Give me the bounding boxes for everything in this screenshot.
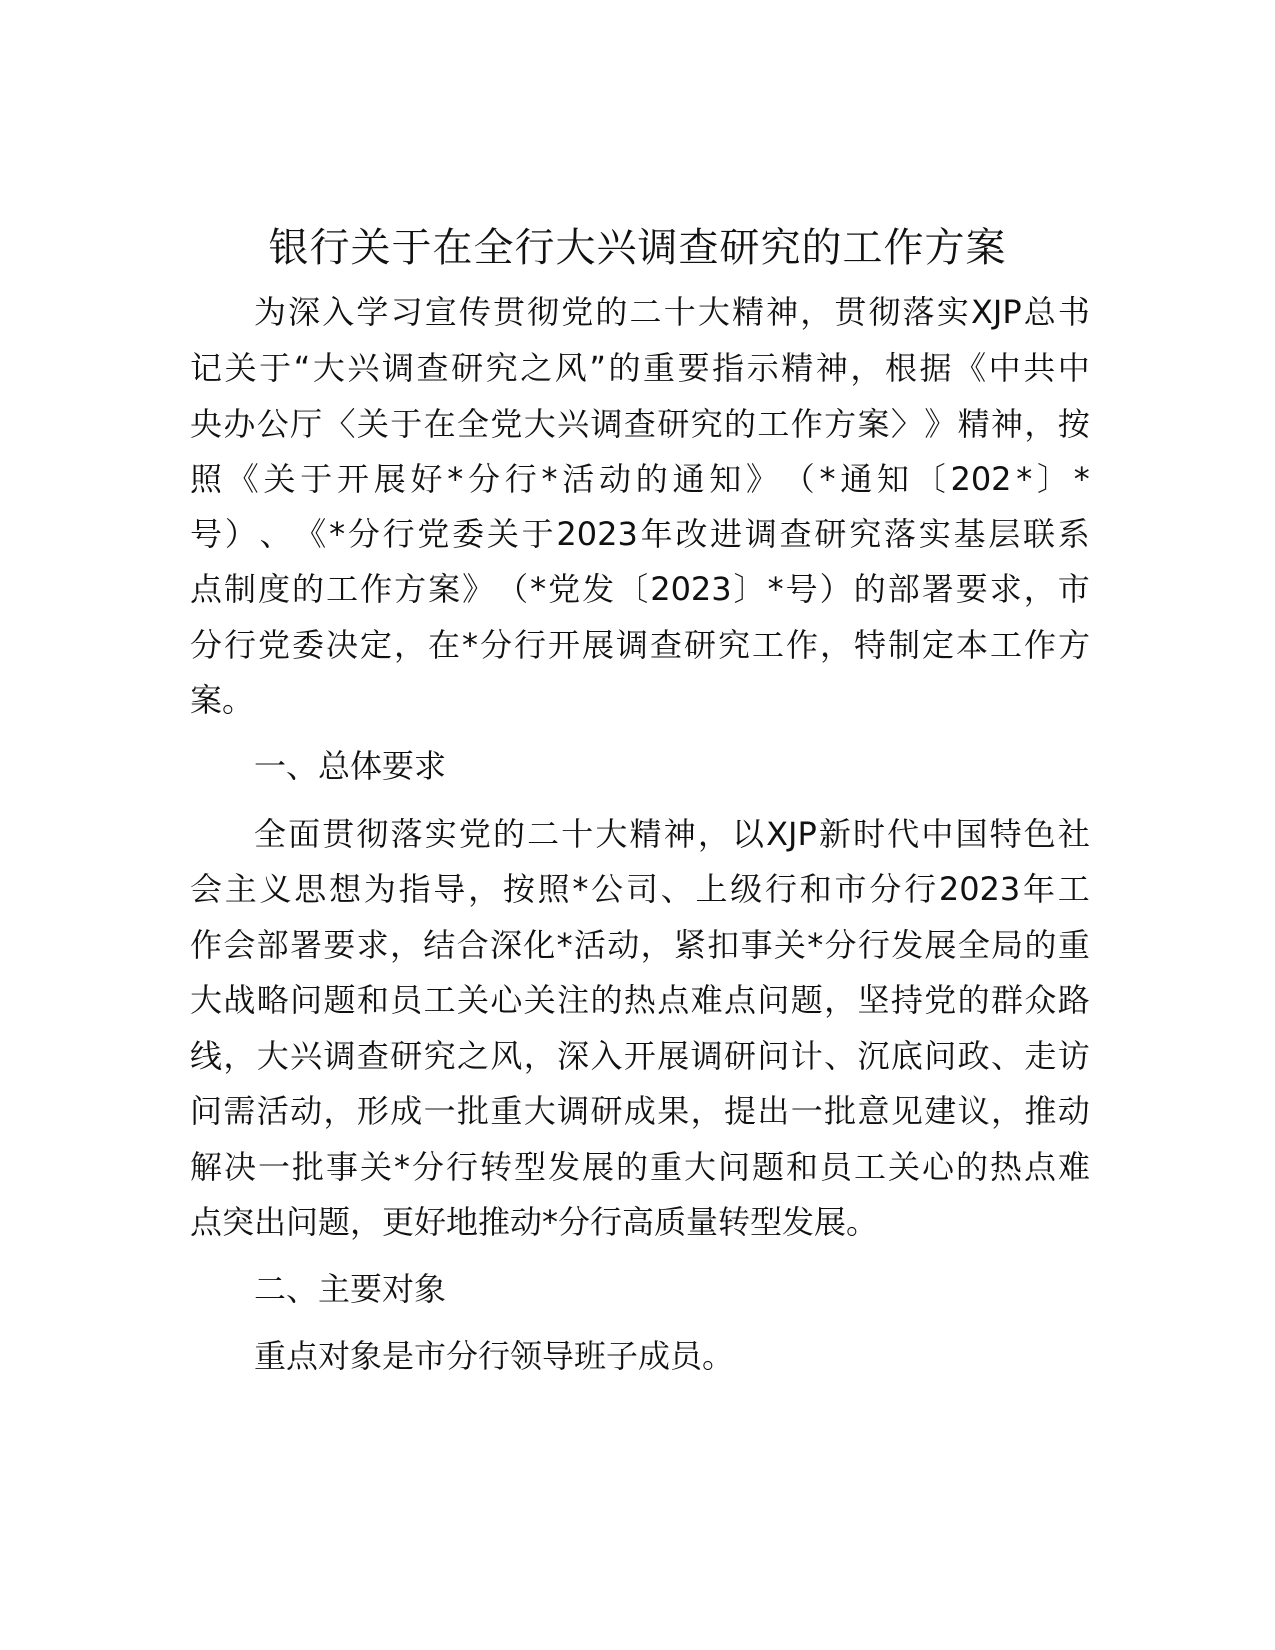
section-1-line-8: 点突出问题，更好地推动*分行高质量转型发展。 [190,1203,879,1241]
section-1-line-3: 作 会 部 署 要 求 ， 结 合 深 化 * 活 动 ， 紧 扣 事 关 * 分 行 发 展 全 局 的 重 [190,926,1090,964]
intro-line-6: 点 制 度 的 工 作 方 案 》 （ * 党 发 〔 2023 〕 * 号 ） 的 部 署 要 求 ， 市 [190,570,1090,608]
section-1-heading: 一、总体要求 [254,747,447,785]
section-1-line-7: 解 决 一 批 事 关 * 分 行 转 型 发 展 的 重 大 问 题 和 员 工 关 心 的 热 点 难 [190,1148,1090,1186]
intro-line-4: 照 《 关 于 开 展 好 * 分 行 * 活 动 的 通 知 》 （ * 通 知 〔 202 * 〕 * [190,460,1090,498]
intro-line-2: 记 关 于 “ 大 兴 调 查 研 究 之 风 ” 的 重 要 指 示 精 神 ， 根 据 《 中 共 中 [190,349,1090,387]
section-1-line-1: 全 面 贯 彻 落 实 党 的 二 十 大 精 神 ， 以 XJP 新 时 代 中 国 特 色 社 [254,815,1090,853]
section-2-heading: 二、主要对象 [254,1270,447,1308]
intro-line-8: 案。 [190,681,255,719]
section-1-line-4: 大 战 略 问 题 和 员 工 关 心 关 注 的 热 点 难 点 问 题 ， 坚 持 党 的 群 众 路 [190,981,1090,1019]
intro-line-5: 号 ） 、 《 * 分 行 党 委 关 于 2023 年 改 进 调 查 研 究 落 实 基 层 联 系 [190,515,1090,553]
intro-line-1: 为 深 入 学 习 宣 传 贯 彻 党 的 二 十 大 精 神 ， 贯 彻 落 实 XJP 总 书 [254,293,1090,331]
intro-line-7: 分 行 党 委 决 定 ， 在 * 分 行 开 展 调 查 研 究 工 作 ， 特 制 定 本 工 作 方 [190,626,1090,664]
document-title: 银行关于在全行大兴调查研究的工作方案 [268,225,1007,271]
section-1-line-5: 线 ， 大 兴 调 查 研 究 之 风 ， 深 入 开 展 调 研 问 计 、 沉 底 问 政 、 走 访 [190,1037,1090,1075]
section-1-line-2: 会 主 义 思 想 为 指 导 ， 按 照 * 公 司 、 上 级 行 和 市 分 行 2023 年 工 [190,870,1090,908]
intro-line-3: 央 办 公 厅 〈 关 于 在 全 党 大 兴 调 查 研 究 的 工 作 方 案 〉 》 精 神 ， 按 [190,405,1090,443]
section-1-line-6: 问 需 活 动 ， 形 成 一 批 重 大 调 研 成 果 ， 提 出 一 批 意 见 建 议 ， 推 动 [190,1092,1090,1130]
section-2-line-1: 重点对象是市分行领导班子成员。 [254,1337,735,1375]
